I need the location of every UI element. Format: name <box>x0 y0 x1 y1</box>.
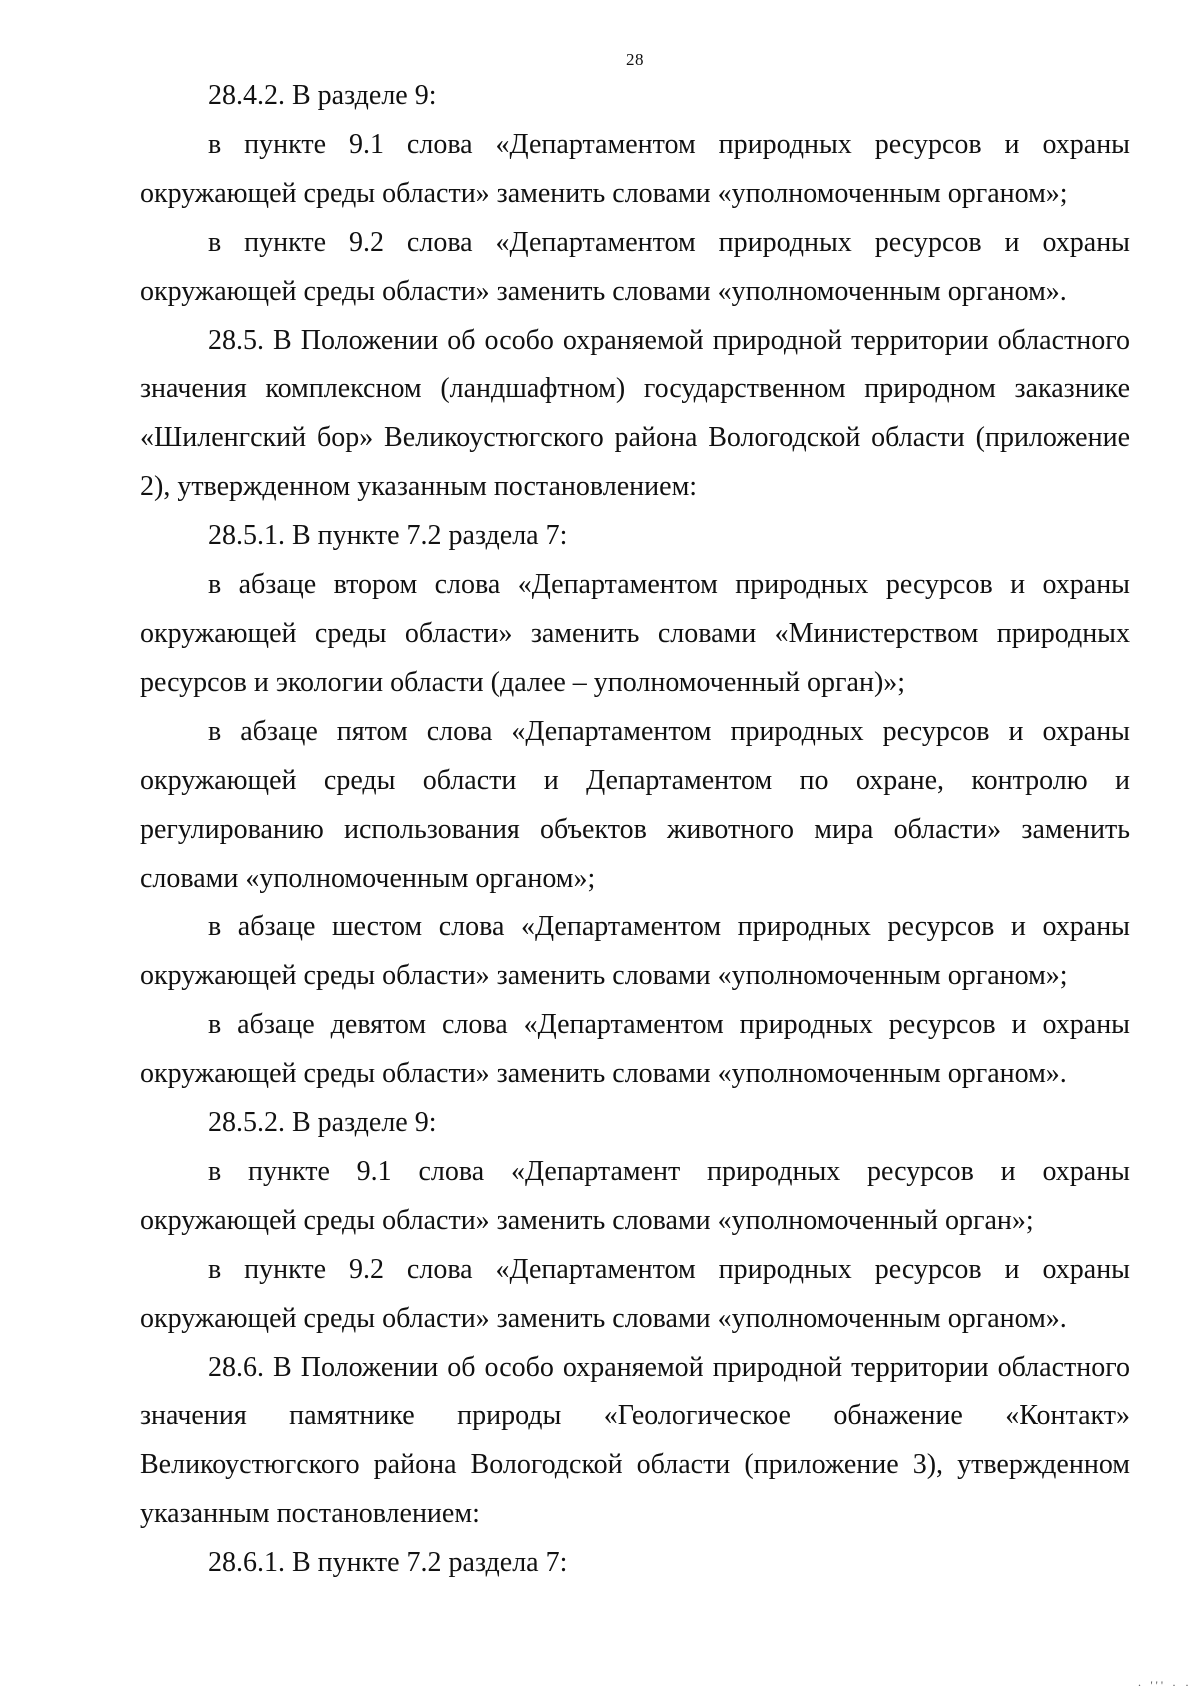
page-number: 28 <box>626 50 644 69</box>
paragraph-sixth-abzac: в абзаце шестом слова «Департаментом природных ресурсов и охраны окружающей среды области» заменить словами «уполномоченным органом»; <box>140 911 1130 992</box>
paragraph-28-5-2: 28.5.2. В разделе 9: <box>208 1107 437 1139</box>
paragraph-28-6: 28.6. В Положении об особо охраняемой природной территории областного значения памятнике природы «Геологическое обнажение «Контакт» Великоустюгского района Вологодской области (приложение 3), утвержденном указанным постановлением: <box>140 1351 1130 1530</box>
document-body <box>140 72 1130 1588</box>
paragraph-9-2-amendment-b: в пункте 9.2 слова «Департаментом природных ресурсов и охраны окружающей среды области» заменить словами «уполномоченным органом». <box>140 1253 1130 1334</box>
paragraph-28-4-2: 28.4.2. В разделе 9: <box>208 80 437 111</box>
paragraph-9-1-amendment-b: в пункте 9.1 слова «Департамент природных ресурсов и охраны окружающей среды области» заменить словами «уполномоченный орган»; <box>140 1155 1130 1236</box>
paragraph-9-2-amendment: в пункте 9.2 слова «Департаментом природных ресурсов и охраны окружающей среды области» заменить словами «уполномоченным органом». <box>140 226 1130 307</box>
paragraph-28-6-1: 28.6.1. В пункте 7.2 раздела 7: <box>208 1547 568 1579</box>
paragraph-9-1-amendment: в пункте 9.1 слова «Департаментом природных ресурсов и охраны окружающей среды области» заменить словами «уполномоченным органом»; <box>140 128 1130 209</box>
paragraph-second-abzac: в абзаце втором слова «Департаментом природных ресурсов и охраны окружающей среды области» заменить словами «Министерством природных ресурсов и экологии области (далее – уполномоченный орган)»; <box>140 569 1130 698</box>
paragraph-ninth-abzac: в абзаце девятом слова «Департаментом природных ресурсов и охраны окружающей среды области» заменить словами «уполномоченным органом». <box>140 1009 1130 1090</box>
paragraph-28-5: 28.5. В Положении об особо охраняемой природной территории областного значения комплексном (ландшафтном) государственном природном заказнике «Шиленгский бор» Великоустюгского района Вологодской области (приложение 2), утвержденном указанным постановлением: <box>140 324 1130 503</box>
paragraph-fifth-abzac: в абзаце пятом слова «Департаментом природных ресурсов и охраны окружающей среды области и Департаментом по охране, контролю и регулированию использования объектов животного мира области» заменить словами «уполномоченным органом»; <box>140 715 1130 894</box>
scan-artifact: · ''' · · <box>1137 1678 1192 1692</box>
paragraph-28-5-1: 28.5.1. В пункте 7.2 раздела 7: <box>208 520 568 552</box>
